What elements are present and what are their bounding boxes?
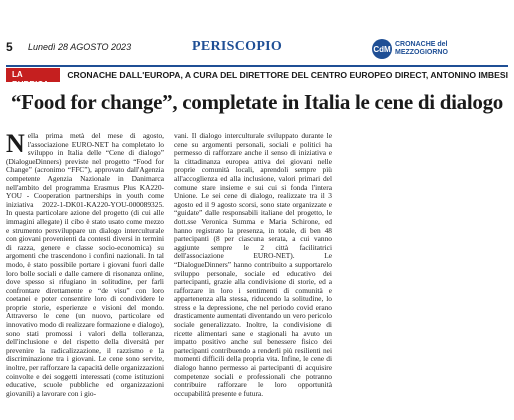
column-1-text: ella prima metà del mese di agosto, l'associazione EURO-NET ha completato lo sviluppo in Italia delle “Cene di dialogo” (DialogueDinners) previste nel progetto “Food for Change” (acronimo “FFC”), approvato dall'Agenzia competente Agenzia Nazionale in Danimarca nell'ambito del programma Erasmus Plus KA220-YOU - Cooperation partnerships in youth come iniziativa 2022-1-DK01-KA220-YOU-000089325. In questa particolare azione del progetto (di cui alle immagini allegate) il cibo è stato usato come mezzo e strumento persviluppare un dialogo interculturale con giovani provenienti da contesti diversi in termini di razza, genere e classe socio-economica) su argomenti che trascendono i confini nazionali. In tal modo, è stato possibile portare i giovani fuori dalle loro bolle sociali e dalle camere di risonanza online, dove spesso si rifugiano in solitudine, per farli confrontare direttamente e “de visu” con loro coetanei e poter consentire loro di condividere le proprie storie, esperienze e visioni del mondo. Attraverso le cene (un nuovo, particolare ed innovativo modo di realizzare formazione e dialogo), sono stati promossi i valori della tolleranza, dell'inclusione e del rispetto della diversità per prevenire la radicalizzazione, il razzismo e la discriminazione tra i giovani. Le cene sono servite, inoltre, per rafforzare la capacità delle organizzazioni coinvolte e dei soggetti interessati (come istituzioni educative, scuole pubbliche ed organizzazioni giovanili) a lavorare con i gio- xyxy=(6,131,164,398)
logo-mark-icon: CdM xyxy=(372,39,392,59)
article-title: “Food for change”, completate in Italia le cene di dialogo xyxy=(10,90,503,114)
section-name: PERISCOPIO xyxy=(192,39,283,54)
rubrica-text: CRONACHE DALL'EUROPA, A CURA DEL DIRETTORE DEL CENTRO EUROPEO DIRECT, ANTONINO IMBESI xyxy=(67,70,508,80)
drop-cap: N xyxy=(6,129,25,158)
article-column-3 xyxy=(342,132,508,398)
issue-date: Lunedì 28 AGOSTO 2023 xyxy=(28,42,132,52)
article-body xyxy=(6,129,508,398)
rubrica-bar xyxy=(6,68,508,89)
article-column-2 xyxy=(174,132,332,398)
logo-line-1: CRONACHE del xyxy=(395,41,448,48)
rubrica-tag: LA RUBRICA xyxy=(6,68,60,82)
page-number: 5 xyxy=(6,40,13,54)
article-column-1 xyxy=(6,129,164,398)
logo-line-2: MEZZOGIORNO xyxy=(395,49,448,56)
logo-text xyxy=(395,41,448,57)
page-header xyxy=(0,36,514,66)
column-2-text: vani. Il dialogo interculturale sviluppato durante le cene su argomenti personali, sociali e politici ha permesso di rafforzare anche il senso di iniziativa e la cittadinanza europea attiva dei giovani nelle proprie comunità locali, aprendoli sempre più all'accoglienza ed alla inclusione, valori primari del comune stare insieme e sui cui si fonda l'intera Unione. Le sei cene di dialogo, realizzate tra il 3 agosto ed il 9 agosto scorsi, sono state organizzate e “guidate” dalle responsabili italiane del progetto, le dott.sse Veronica Summa e Maria Schirone, ed hanno registrato la presenza, in totale, di ben 48 partecipanti (8 per ciascuna serata, a cui vanno aggiunte sempre le 2 città facilitatrici dell'associazione EURO-NET). Le “DialogueDinners” hanno contribuito a supportarelo sviluppo personale, sociale ed educativo dei partecipanti, grazie alla condivisione di storie, ed a rafforzare in loro i sentimenti di comunità e appartenenza alla stessa, riducendo la solitudine, lo stress e la depressione, che nel periodo covid erano drasticamente aumentati diventando un vero pericolo sociale generalizzato. Inoltre, la condivisione di ricette alimentari sane e stagionali ha avuto un impatto positivo anche sul benessere fisico dei partecipanti contribuendo a renderli più resilienti nei momenti difficili della propria vita. Infine, le cene di dialogo hanno permesso ai partecipanti di acquisire competenze sociali e professionali che potranno contribuire rafforzare le loro opportunità occupabilità presente e futura. xyxy=(174,131,332,398)
header-rule xyxy=(6,65,508,67)
newspaper-logo xyxy=(372,38,448,60)
